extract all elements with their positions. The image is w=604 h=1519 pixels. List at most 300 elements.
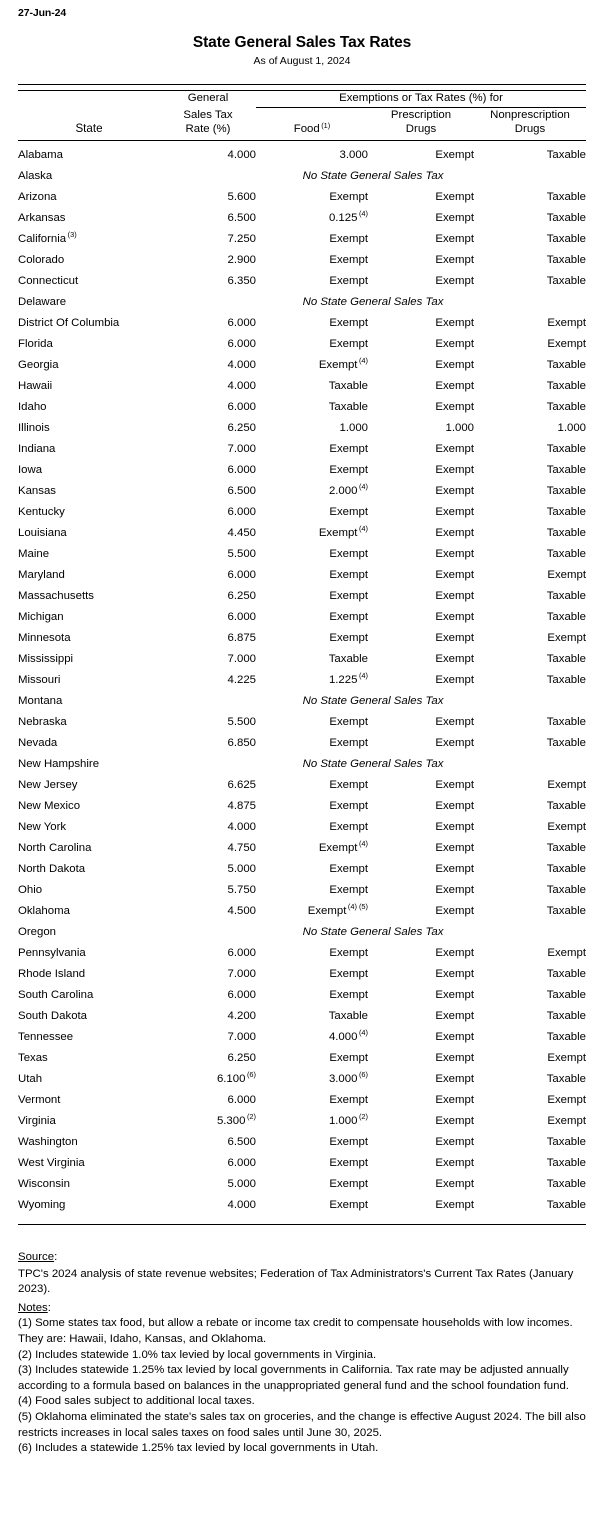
table-row xyxy=(18,1132,586,1153)
note-item: (4) Food sales subject to additional local taxes. xyxy=(18,1395,255,1408)
table-row xyxy=(18,775,586,796)
cell-prescription: Exempt xyxy=(435,1198,474,1211)
cell-nonprescription: Exempt xyxy=(547,316,586,329)
cell-prescription: Exempt xyxy=(435,883,474,896)
cell-prescription: Exempt xyxy=(435,862,474,875)
table-row xyxy=(18,712,586,733)
cell-state: Delaware xyxy=(18,295,67,308)
page-subtitle: As of August 1, 2024 xyxy=(253,55,351,67)
table-bottom-rule xyxy=(18,1224,586,1227)
cell-food-value: 3.000 xyxy=(328,1072,358,1085)
cell-food-value: 4.000 xyxy=(328,1030,358,1043)
cell-no-state-tax: No State General Sales Tax xyxy=(302,295,444,308)
footer-notes xyxy=(18,1245,586,1457)
cell-food xyxy=(256,1027,368,1048)
cell-food-footnote: (2) xyxy=(358,1111,368,1121)
cell-state: Georgia xyxy=(18,358,59,371)
header-names-row xyxy=(18,108,586,123)
cell-food: Exempt xyxy=(329,442,368,455)
cell-prescription: 1.000 xyxy=(445,421,474,434)
table-row xyxy=(18,838,586,859)
table-row xyxy=(18,271,586,292)
cell-food: Exempt xyxy=(329,190,368,203)
cell-general-rate: 6.350 xyxy=(227,274,256,287)
cell-food: Exempt xyxy=(329,1135,368,1148)
cell-nonprescription: Taxable xyxy=(546,358,586,371)
cell-state: Washington xyxy=(18,1135,78,1148)
header-state: State xyxy=(75,122,103,136)
cell-general-rate: 6.875 xyxy=(227,631,256,644)
cell-nonprescription: Exempt xyxy=(547,946,586,959)
cell-nonprescription: Taxable xyxy=(546,1177,586,1190)
cell-state xyxy=(18,229,160,250)
cell-food: Exempt xyxy=(329,1198,368,1211)
header-nonrx-line1: Nonprescription xyxy=(490,109,570,122)
note-item: (2) Includes statewide 1.0% tax levied by local governments in Virginia. xyxy=(18,1348,377,1361)
cell-prescription: Exempt xyxy=(435,736,474,749)
cell-prescription: Exempt xyxy=(435,505,474,518)
source-label: Source: xyxy=(18,1251,58,1263)
cell-general-rate: 6.000 xyxy=(227,316,256,329)
cell-food xyxy=(256,523,368,544)
cell-prescription: Exempt xyxy=(435,820,474,833)
cell-general-rate: 4.225 xyxy=(227,673,256,686)
cell-state: Connecticut xyxy=(18,274,79,287)
cell-state: Massachusetts xyxy=(18,589,94,602)
cell-food: Exempt xyxy=(329,820,368,833)
cell-general-rate: 5.500 xyxy=(227,547,256,560)
cell-prescription: Exempt xyxy=(435,274,474,287)
table-body xyxy=(18,145,586,1216)
cell-prescription: Exempt xyxy=(435,232,474,245)
cell-state: North Dakota xyxy=(18,862,86,875)
cell-state: Alaska xyxy=(18,169,53,182)
cell-prescription: Exempt xyxy=(435,568,474,581)
cell-general-rate: 4.000 xyxy=(227,379,256,392)
header-general-line1: General xyxy=(187,92,229,104)
cell-general-rate xyxy=(160,1069,256,1090)
cell-prescription: Exempt xyxy=(435,337,474,350)
cell-general-rate: 6.000 xyxy=(227,1093,256,1106)
cell-general-rate: 4.875 xyxy=(227,799,256,812)
table-row xyxy=(18,355,586,376)
cell-state: Montana xyxy=(18,694,63,707)
cell-food: Exempt xyxy=(329,1177,368,1190)
table-row xyxy=(18,1153,586,1174)
cell-state: South Carolina xyxy=(18,988,94,1001)
cell-general-rate: 6.250 xyxy=(227,421,256,434)
cell-no-state-tax: No State General Sales Tax xyxy=(302,925,444,938)
cell-nonprescription: 1.000 xyxy=(557,421,586,434)
cell-nonprescription: Taxable xyxy=(546,148,586,161)
notes-label: Notes: xyxy=(18,1301,51,1314)
cell-food xyxy=(256,208,368,229)
note-item: (5) Oklahoma eliminated the state's sales tax on groceries, and the change is effective August 2024. The bill also restricts increases in local sales taxes on food sales until June 30, 2025. xyxy=(18,1410,586,1439)
cell-food-value: Exempt xyxy=(318,526,358,539)
cell-prescription: Exempt xyxy=(435,253,474,266)
cell-food-value: 1.225 xyxy=(328,673,358,686)
cell-nonprescription: Taxable xyxy=(546,1030,586,1043)
cell-state: Louisiana xyxy=(18,526,67,539)
cell-prescription: Exempt xyxy=(435,463,474,476)
cell-nonprescription: Taxable xyxy=(546,484,586,497)
cell-state: Rhode Island xyxy=(18,967,86,980)
table-row xyxy=(18,1111,586,1132)
table-row xyxy=(18,607,586,628)
note-item: (6) Includes a statewide 1.25% tax levied by local governments in Utah. xyxy=(18,1442,379,1455)
header-group-label: Exemptions or Tax Rates (%) for xyxy=(339,92,503,104)
cell-nonprescription: Taxable xyxy=(546,211,586,224)
header-food-label: Food xyxy=(293,123,320,136)
cell-prescription: Exempt xyxy=(435,400,474,413)
cell-nonprescription: Taxable xyxy=(546,274,586,287)
cell-prescription: Exempt xyxy=(435,526,474,539)
cell-prescription: Exempt xyxy=(435,442,474,455)
cell-nonprescription: Taxable xyxy=(546,253,586,266)
cell-food xyxy=(256,1111,368,1132)
cell-state: Wyoming xyxy=(18,1198,66,1211)
cell-general-rate: 6.000 xyxy=(227,463,256,476)
cell-state: District Of Columbia xyxy=(18,316,120,329)
cell-general-rate: 7.000 xyxy=(227,652,256,665)
table-row xyxy=(18,1006,586,1027)
cell-general-rate: 4.000 xyxy=(227,1198,256,1211)
cell-nonprescription: Taxable xyxy=(546,610,586,623)
cell-state: North Carolina xyxy=(18,841,92,854)
notes-label-underline: Notes xyxy=(18,1301,48,1314)
cell-nonprescription: Exempt xyxy=(547,1051,586,1064)
table-row xyxy=(18,649,586,670)
cell-nonprescription: Taxable xyxy=(546,1156,586,1169)
cell-food: Exempt xyxy=(329,883,368,896)
cell-food xyxy=(256,670,368,691)
cell-prescription: Exempt xyxy=(435,484,474,497)
cell-food: Taxable xyxy=(328,652,368,665)
cell-nonprescription: Taxable xyxy=(546,505,586,518)
cell-prescription: Exempt xyxy=(435,1093,474,1106)
cell-prescription: Exempt xyxy=(435,1135,474,1148)
table-head xyxy=(18,85,586,145)
table-row xyxy=(18,922,586,943)
cell-food xyxy=(256,481,368,502)
cell-food-footnote: (4) (5) xyxy=(347,901,368,911)
state-footnote: (3) xyxy=(67,229,77,239)
table-row xyxy=(18,523,586,544)
cell-state: Maine xyxy=(18,547,50,560)
table-foot xyxy=(18,1216,586,1227)
header-rx-line2: Drugs xyxy=(405,123,437,136)
cell-general-rate: 5.500 xyxy=(227,715,256,728)
cell-nonprescription: Taxable xyxy=(546,673,586,686)
cell-general-rate: 7.250 xyxy=(227,232,256,245)
cell-prescription: Exempt xyxy=(435,946,474,959)
cell-state: Maryland xyxy=(18,568,65,581)
cell-prescription: Exempt xyxy=(435,1177,474,1190)
table-row xyxy=(18,859,586,880)
cell-food-value: 1.000 xyxy=(328,1114,358,1127)
header-food-footnote: (1) xyxy=(321,120,331,130)
cell-nonprescription: Exempt xyxy=(547,1093,586,1106)
table-row xyxy=(18,544,586,565)
table-row xyxy=(18,964,586,985)
table-row xyxy=(18,691,586,712)
cell-food-footnote: (4) xyxy=(358,838,368,848)
cell-state: Idaho xyxy=(18,400,47,413)
cell-food: Exempt xyxy=(329,463,368,476)
cell-general-rate-value: 6.100 xyxy=(216,1072,246,1085)
cell-food: Taxable xyxy=(328,1009,368,1022)
table-row xyxy=(18,670,586,691)
cell-nonprescription: Taxable xyxy=(546,736,586,749)
cell-food: Exempt xyxy=(329,253,368,266)
cell-state: Nevada xyxy=(18,736,58,749)
cell-prescription: Exempt xyxy=(435,988,474,1001)
cell-prescription: Exempt xyxy=(435,358,474,371)
header-group-row xyxy=(18,91,586,106)
table-row xyxy=(18,1174,586,1195)
footer-spacer xyxy=(18,1216,586,1225)
cell-prescription: Exempt xyxy=(435,190,474,203)
cell-state: Hawaii xyxy=(18,379,53,392)
cell-no-state-tax: No State General Sales Tax xyxy=(302,757,444,770)
table-row xyxy=(18,817,586,838)
cell-prescription: Exempt xyxy=(435,652,474,665)
cell-food: 3.000 xyxy=(339,148,368,161)
table-row xyxy=(18,754,586,775)
sales-tax-table xyxy=(18,84,586,1227)
table-row xyxy=(18,460,586,481)
cell-general-rate: 5.600 xyxy=(227,190,256,203)
table-row xyxy=(18,1195,586,1216)
cell-general-rate: 5.750 xyxy=(227,883,256,896)
cell-prescription: Exempt xyxy=(435,778,474,791)
cell-general-rate xyxy=(160,1111,256,1132)
cell-food xyxy=(256,838,368,859)
table-row xyxy=(18,733,586,754)
header-rx-line1: Prescription xyxy=(390,109,452,122)
cell-general-rate: 7.000 xyxy=(227,967,256,980)
cell-general-rate: 6.000 xyxy=(227,400,256,413)
cell-general-rate: 4.200 xyxy=(227,1009,256,1022)
cell-prescription: Exempt xyxy=(435,379,474,392)
cell-nonprescription: Taxable xyxy=(546,379,586,392)
cell-nonprescription: Taxable xyxy=(546,904,586,917)
table-row xyxy=(18,1090,586,1111)
cell-state: New Mexico xyxy=(18,799,81,812)
source-label-underline: Source xyxy=(18,1251,55,1263)
header-general-line2: Sales Tax xyxy=(183,109,233,122)
title-block xyxy=(0,33,604,69)
state-label: California xyxy=(18,232,67,245)
cell-state: Kansas xyxy=(18,484,56,497)
cell-nonprescription: Taxable xyxy=(546,463,586,476)
table-row xyxy=(18,334,586,355)
cell-nonprescription: Taxable xyxy=(546,190,586,203)
cell-general-rate: 4.450 xyxy=(227,526,256,539)
cell-state: New York xyxy=(18,820,67,833)
cell-nonprescription: Taxable xyxy=(546,1198,586,1211)
cell-state: Vermont xyxy=(18,1093,61,1106)
cell-food: Exempt xyxy=(329,547,368,560)
cell-food: Exempt xyxy=(329,736,368,749)
cell-food: Exempt xyxy=(329,778,368,791)
cell-food: Exempt xyxy=(329,316,368,329)
cell-nonprescription: Taxable xyxy=(546,862,586,875)
cell-prescription: Exempt xyxy=(435,967,474,980)
cell-food xyxy=(256,901,368,922)
cell-food-footnote: (4) xyxy=(358,670,368,680)
cell-food-footnote: (4) xyxy=(358,523,368,533)
cell-food: Exempt xyxy=(329,1051,368,1064)
cell-general-rate: 6.000 xyxy=(227,337,256,350)
cell-food: Exempt xyxy=(329,589,368,602)
cell-food: Exempt xyxy=(329,715,368,728)
cell-general-rate: 6.000 xyxy=(227,610,256,623)
cell-food: Exempt xyxy=(329,1093,368,1106)
cell-state: West Virginia xyxy=(18,1156,85,1169)
cell-state: Colorado xyxy=(18,253,65,266)
cell-state: Ohio xyxy=(18,883,43,896)
cell-prescription: Exempt xyxy=(435,211,474,224)
cell-no-state-tax: No State General Sales Tax xyxy=(302,169,444,182)
cell-general-rate: 6.000 xyxy=(227,505,256,518)
table-row xyxy=(18,1027,586,1048)
cell-food: 1.000 xyxy=(339,421,368,434)
cell-food: Exempt xyxy=(329,610,368,623)
cell-general-rate: 4.500 xyxy=(227,904,256,917)
cell-nonprescription: Taxable xyxy=(546,1072,586,1085)
cell-food-footnote: (4) xyxy=(358,208,368,218)
cell-state: New Jersey xyxy=(18,778,78,791)
cell-general-rate: 4.750 xyxy=(227,841,256,854)
sales-tax-table-wrapper xyxy=(18,84,586,1227)
cell-general-rate-footnote: (6) xyxy=(246,1069,256,1079)
cell-general-rate: 6.000 xyxy=(227,946,256,959)
cell-food: Exempt xyxy=(329,337,368,350)
cell-general-rate: 4.000 xyxy=(227,148,256,161)
cell-food: Exempt xyxy=(329,946,368,959)
table-row xyxy=(18,292,586,313)
cell-prescription: Exempt xyxy=(435,547,474,560)
cell-state: Illinois xyxy=(18,421,50,434)
cell-food-footnote: (4) xyxy=(358,1027,368,1037)
cell-food: Exempt xyxy=(329,799,368,812)
cell-nonprescription: Taxable xyxy=(546,1009,586,1022)
cell-prescription: Exempt xyxy=(435,799,474,812)
cell-state: Oregon xyxy=(18,925,56,938)
cell-state: Arkansas xyxy=(18,211,66,224)
cell-prescription: Exempt xyxy=(435,1114,474,1127)
cell-food: Taxable xyxy=(328,400,368,413)
cell-food: Exempt xyxy=(329,505,368,518)
cell-general-rate: 6.250 xyxy=(227,1051,256,1064)
cell-food-footnote: (4) xyxy=(358,355,368,365)
table-row xyxy=(18,1069,586,1090)
page-title: State General Sales Tax Rates xyxy=(192,34,412,51)
cell-general-rate: 6.850 xyxy=(227,736,256,749)
cell-nonprescription: Exempt xyxy=(547,778,586,791)
cell-no-state-tax: No State General Sales Tax xyxy=(302,694,444,707)
cell-state: Minnesota xyxy=(18,631,71,644)
table-row xyxy=(18,397,586,418)
cell-nonprescription: Taxable xyxy=(546,1135,586,1148)
cell-food: Exempt xyxy=(329,568,368,581)
table-row xyxy=(18,229,586,250)
cell-prescription: Exempt xyxy=(435,1009,474,1022)
cell-prescription: Exempt xyxy=(435,610,474,623)
table-row xyxy=(18,943,586,964)
cell-nonprescription: Taxable xyxy=(546,589,586,602)
cell-food-value: 2.000 xyxy=(328,484,358,497)
cell-food: Exempt xyxy=(329,967,368,980)
cell-general-rate: 6.625 xyxy=(227,778,256,791)
cell-nonprescription: Exempt xyxy=(547,631,586,644)
table-row xyxy=(18,418,586,439)
cell-prescription: Exempt xyxy=(435,673,474,686)
table-row xyxy=(18,502,586,523)
cell-nonprescription: Exempt xyxy=(547,1114,586,1127)
note-item: (3) Includes statewide 1.25% tax levied by local governments in California. Tax rate may be adjusted annually according to a formula based on balances in the unappropriated general fund and the school foundation fund. xyxy=(18,1364,569,1392)
cell-general-rate: 5.000 xyxy=(227,862,256,875)
table-row xyxy=(18,376,586,397)
note-item: (1) Some states tax food, but allow a rebate or income tax credit to compensate households with low incomes. They are: Hawaii, Idaho, Kansas, and Oklahoma. xyxy=(18,1317,573,1345)
cell-general-rate-footnote: (2) xyxy=(246,1111,256,1121)
cell-nonprescription: Taxable xyxy=(546,652,586,665)
cell-state: Nebraska xyxy=(18,715,67,728)
table-row xyxy=(18,187,586,208)
cell-state: Tennessee xyxy=(18,1030,74,1043)
cell-state: Alabama xyxy=(18,148,63,161)
cell-food: Taxable xyxy=(328,379,368,392)
table-row xyxy=(18,439,586,460)
cell-general-rate: 6.500 xyxy=(227,1135,256,1148)
table-row xyxy=(18,166,586,187)
cell-state: Iowa xyxy=(18,463,43,476)
cell-nonprescription: Taxable xyxy=(546,232,586,245)
cell-nonprescription: Taxable xyxy=(546,988,586,1001)
cell-nonprescription: Taxable xyxy=(546,799,586,812)
cell-food: Exempt xyxy=(329,274,368,287)
cell-prescription: Exempt xyxy=(435,631,474,644)
cell-prescription: Exempt xyxy=(435,715,474,728)
table-row xyxy=(18,313,586,334)
cell-food-value: Exempt xyxy=(307,904,347,917)
cell-general-rate: 7.000 xyxy=(227,442,256,455)
cell-general-rate: 6.250 xyxy=(227,589,256,602)
table-row xyxy=(18,901,586,922)
cell-state: Indiana xyxy=(18,442,56,455)
cell-prescription: Exempt xyxy=(435,1156,474,1169)
cell-prescription: Exempt xyxy=(435,904,474,917)
cell-general-rate: 6.500 xyxy=(227,211,256,224)
cell-general-rate: 5.000 xyxy=(227,1177,256,1190)
cell-state: Texas xyxy=(18,1051,48,1064)
cell-general-rate-value: 5.300 xyxy=(216,1114,246,1127)
cell-general-rate: 6.000 xyxy=(227,1156,256,1169)
cell-nonprescription: Exempt xyxy=(547,820,586,833)
cell-food xyxy=(256,1069,368,1090)
cell-state: Florida xyxy=(18,337,53,350)
cell-general-rate: 6.000 xyxy=(227,568,256,581)
cell-general-rate: 6.000 xyxy=(227,988,256,1001)
cell-state: Wisconsin xyxy=(18,1177,70,1190)
cell-nonprescription: Taxable xyxy=(546,715,586,728)
cell-state: Michigan xyxy=(18,610,64,623)
table-row xyxy=(18,985,586,1006)
header-nonrx-line2: Drugs xyxy=(514,123,546,136)
date-stamp: 27-Jun-24 xyxy=(18,7,67,19)
table-row xyxy=(18,250,586,271)
